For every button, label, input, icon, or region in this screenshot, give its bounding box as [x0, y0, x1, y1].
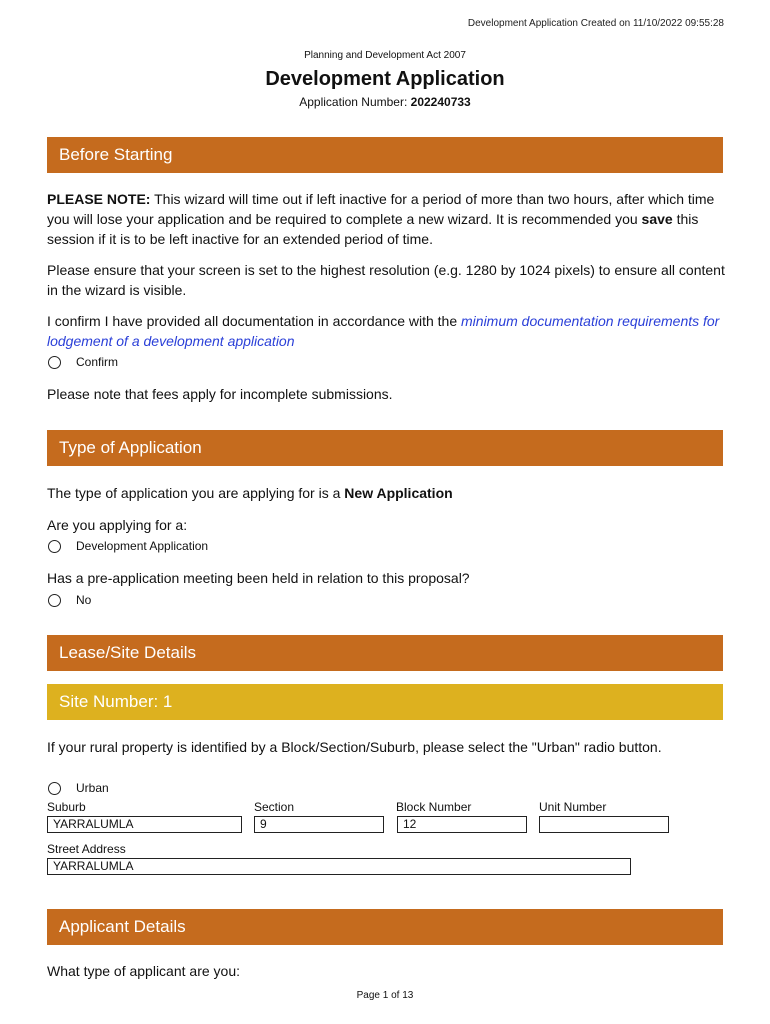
block-number-label: Block Number — [396, 800, 472, 814]
unit-number-field[interactable] — [539, 816, 669, 833]
note-save: save — [641, 211, 673, 227]
street-address-field[interactable]: YARRALUMLA — [47, 858, 631, 875]
fees-note: Please note that fees apply for incomplete submissions. — [47, 386, 393, 402]
urban-label: Urban — [76, 781, 109, 795]
pre-meeting-no-radio[interactable] — [48, 593, 91, 607]
page-title: Development Application — [265, 68, 505, 90]
rural-property-text: If your rural property is identified by a Block/Section/Suburb, please select the "Urban" radio button. — [47, 739, 662, 755]
radio-circle-icon[interactable] — [48, 782, 61, 795]
radio-circle-icon[interactable] — [48, 594, 61, 607]
section-field[interactable]: 9 — [254, 816, 384, 833]
pre-meeting-no-label: No — [76, 593, 92, 607]
app-number-label: Application Number: — [299, 95, 408, 109]
development-application-label: Development Application — [76, 539, 209, 553]
section-type-of-application: Type of Application — [47, 430, 723, 466]
site-number-heading: Site Number: 1 — [47, 684, 723, 720]
application-type-text — [47, 483, 727, 503]
unit-number-label: Unit Number — [539, 800, 607, 814]
act-title: Planning and Development Act 2007 — [304, 50, 466, 61]
section-before-starting: Before Starting — [47, 137, 723, 173]
resolution-paragraph: Please ensure that your screen is set to the highest resolution (e.g. 1280 by 1024 pixels) to ensure all content in the wizard is visible. — [47, 262, 725, 298]
street-address-label: Street Address — [47, 842, 126, 856]
minimum-documentation-link[interactable]: minimum documentation requirements for lodgement of a development application — [47, 313, 720, 349]
suburb-field[interactable]: YARRALUMLA — [47, 816, 242, 833]
block-number-field[interactable]: 12 — [397, 816, 527, 833]
urban-radio[interactable] — [48, 781, 109, 795]
type-value: New Application — [344, 485, 453, 501]
type-text: The type of application you are applying for is a — [47, 485, 345, 501]
development-application-radio[interactable] — [48, 539, 208, 553]
note-text-2: this session if it is to be left inactive for an extended period of time. — [47, 211, 699, 247]
confirm-text: I confirm I have provided all documentation in accordance with the — [47, 313, 462, 329]
section-applicant-details: Applicant Details — [47, 909, 723, 945]
app-number-value: 202240733 — [410, 95, 471, 109]
section-lease-site-details: Lease/Site Details — [47, 635, 723, 671]
confirm-paragraph — [47, 311, 727, 351]
please-note-paragraph — [47, 189, 727, 249]
note-label: PLEASE NOTE: — [47, 191, 151, 207]
section-label: Section — [254, 800, 295, 814]
radio-circle-icon[interactable] — [48, 356, 61, 369]
pre-meeting-question: Has a pre-application meeting been held in relation to this proposal? — [47, 570, 470, 586]
radio-circle-icon[interactable] — [48, 540, 61, 553]
applicant-type-question: What type of applicant are you: — [47, 963, 240, 979]
applying-for-question: Are you applying for a: — [47, 517, 188, 533]
suburb-label: Suburb — [47, 800, 86, 814]
created-timestamp: Development Application Created on 11/10/2022 09:55:28 — [467, 18, 724, 29]
confirm-radio-label: Confirm — [76, 355, 119, 369]
confirm-radio[interactable] — [48, 355, 118, 369]
page-number: Page 1 of 13 — [356, 990, 414, 1001]
application-number — [0, 95, 770, 109]
note-text-1: This wizard will time out if left inactive for a period of more than two hours, after which time you will lose your application and be required to complete a new wizard. It is recommended you — [47, 191, 715, 227]
